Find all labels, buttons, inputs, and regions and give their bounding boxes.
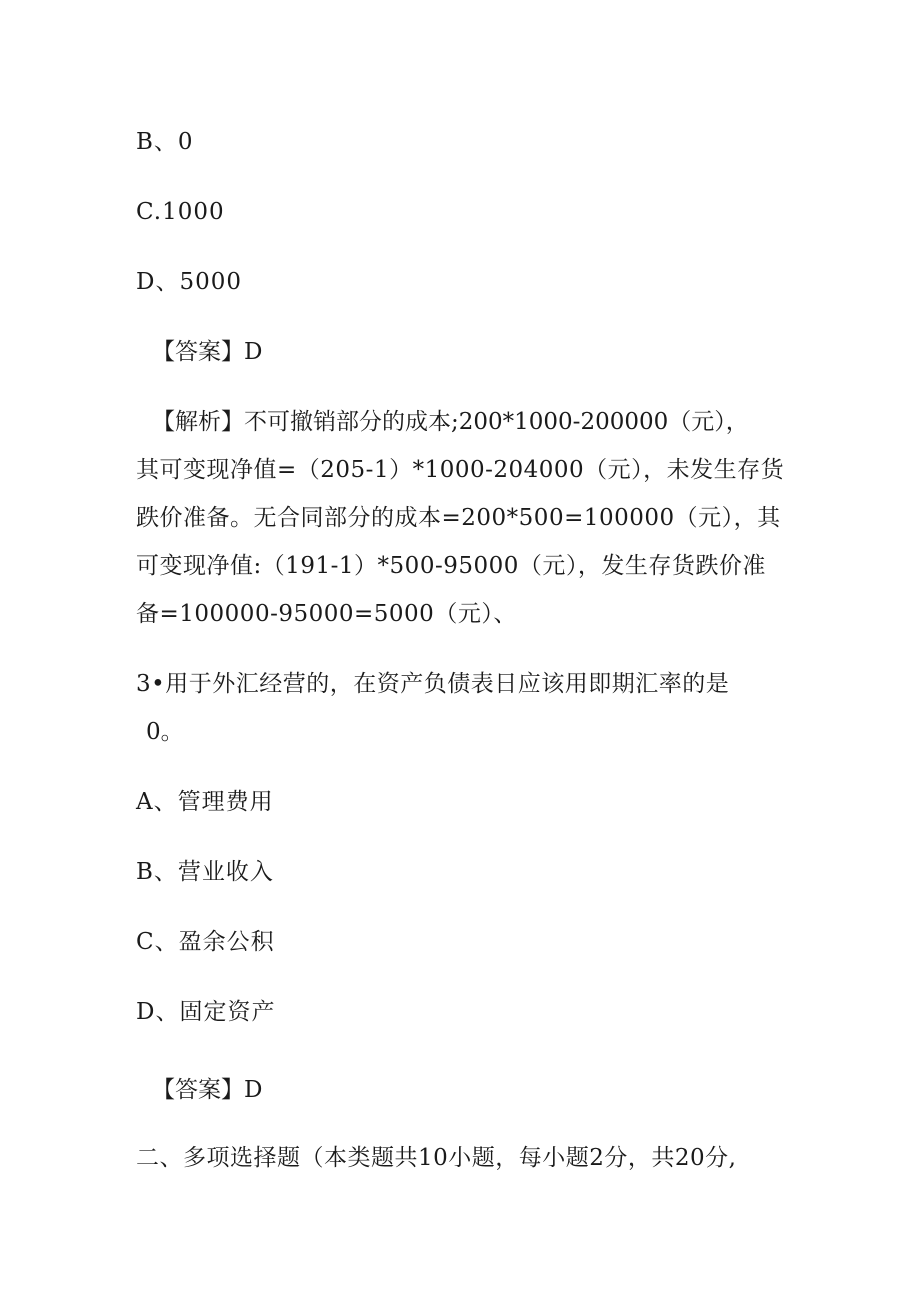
analysis-line-2: 其可变现净值=（205-1）*1000-204000（元），未发生存货 [136, 457, 785, 483]
analysis-line-3: 跌价准备。无合同部分的成本=200*500=100000（元），其 [136, 505, 781, 531]
q3-option-d: D、固定资产 [136, 999, 276, 1025]
question-3-stem-line-2: 0。 [146, 719, 184, 745]
analysis-line-4: 可变现净值:（191-1）*500-95000（元），发生存货跌价准 [136, 553, 766, 579]
section-heading: 二、多项选择题（本类题共10小题，每小题2分，共20分, [136, 1145, 737, 1171]
q3-option-a: A、管理费用 [136, 789, 274, 815]
q3-option-b: B、营业收入 [136, 859, 274, 885]
q3-option-c: C、盈余公积 [136, 929, 275, 955]
option-b: B、0 [136, 129, 194, 155]
analysis-line-5: 备=100000-95000=5000（元）、 [136, 601, 517, 627]
question-3-stem-line-1: 3•用于外汇经营的，在资产负债表日应该用即期汇率的是 [136, 671, 730, 697]
answer-label: 【答案】D [152, 339, 263, 365]
q3-answer-label: 【答案】D [152, 1077, 263, 1103]
option-c: C.1000 [136, 199, 225, 225]
option-d: D、5000 [136, 269, 242, 295]
analysis-line-1: 【解析】不可撤销部分的成本;200*1000-200000（元）， [152, 409, 749, 435]
